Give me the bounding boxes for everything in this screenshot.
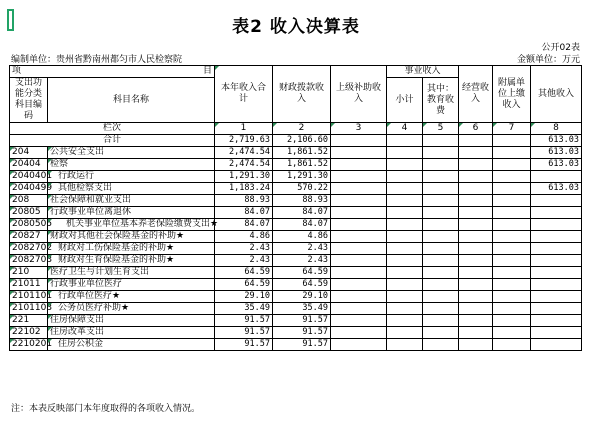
total-operating[interactable] (459, 135, 493, 147)
row-total[interactable]: 91.57 (215, 339, 273, 351)
row-name[interactable]: 行政事业单位离退休 (48, 207, 215, 219)
row-subtotal[interactable] (387, 315, 423, 327)
row-affiliated[interactable] (493, 243, 531, 255)
row-superior[interactable] (331, 231, 387, 243)
row-superior[interactable] (331, 207, 387, 219)
row-other[interactable] (531, 291, 582, 303)
row-fiscal[interactable]: 2.43 (273, 255, 331, 267)
row-superior[interactable] (331, 171, 387, 183)
row-fiscal[interactable]: 91.57 (273, 315, 331, 327)
row-edu[interactable] (423, 339, 459, 351)
table-row (10, 207, 582, 219)
row-superior[interactable] (331, 255, 387, 267)
row-operating[interactable] (459, 303, 493, 315)
table-row (10, 303, 582, 315)
index-num[interactable]: 2 (273, 123, 331, 135)
row-subtotal[interactable] (387, 327, 423, 339)
row-operating[interactable] (459, 243, 493, 255)
row-code[interactable]: 20805 (10, 207, 48, 219)
row-subtotal[interactable] (387, 243, 423, 255)
row-total[interactable]: 2.43 (215, 255, 273, 267)
row-subtotal[interactable] (387, 255, 423, 267)
row-edu[interactable] (423, 291, 459, 303)
row-operating[interactable] (459, 315, 493, 327)
row-name[interactable]: 财政对生育保险基金的补助★ (48, 255, 215, 267)
row-total[interactable]: 91.57 (215, 327, 273, 339)
row-subtotal[interactable] (387, 159, 423, 171)
row-affiliated[interactable] (493, 303, 531, 315)
row-total[interactable]: 2,474.54 (215, 159, 273, 171)
row-superior[interactable] (331, 279, 387, 291)
row-other[interactable] (531, 243, 582, 255)
row-operating[interactable] (459, 171, 493, 183)
row-subtotal[interactable] (387, 339, 423, 351)
row-superior[interactable] (331, 267, 387, 279)
row-affiliated[interactable] (493, 207, 531, 219)
row-superior[interactable] (331, 291, 387, 303)
row-edu[interactable] (423, 159, 459, 171)
total-row (10, 135, 582, 147)
row-name[interactable]: 检察 (48, 159, 215, 171)
row-affiliated[interactable] (493, 147, 531, 159)
row-superior[interactable] (331, 243, 387, 255)
row-edu[interactable] (423, 279, 459, 291)
unit-line (11, 52, 580, 64)
row-name[interactable]: 机关事业单位基本养老保险缴费支出★ (48, 219, 215, 231)
row-edu[interactable] (423, 195, 459, 207)
total-label[interactable]: 合计 (10, 135, 215, 147)
row-operating[interactable] (459, 255, 493, 267)
row-other[interactable] (531, 267, 582, 279)
currency-unit: 金额单位：万元 (516, 55, 580, 65)
total-total[interactable]: 2,719.63 (215, 135, 273, 147)
header-operating[interactable]: 经营收入 (459, 66, 493, 123)
row-operating[interactable] (459, 267, 493, 279)
table-row (10, 291, 582, 303)
index-label[interactable]: 栏次 (10, 123, 215, 135)
row-operating[interactable] (459, 327, 493, 339)
header-superior[interactable]: 上级补助收入 (331, 66, 387, 123)
row-other[interactable] (531, 231, 582, 243)
row-total[interactable]: 2.43 (215, 243, 273, 255)
row-total[interactable]: 2,474.54 (215, 147, 273, 159)
row-fiscal[interactable]: 91.57 (273, 327, 331, 339)
row-superior[interactable] (331, 339, 387, 351)
table-row (10, 243, 582, 255)
row-edu[interactable] (423, 183, 459, 195)
row-subtotal[interactable] (387, 183, 423, 195)
compiling-unit: 编制单位：贵州省黔南州都匀市人民检察院 (11, 55, 183, 65)
header-name[interactable]: 科目名称 (48, 78, 215, 123)
row-name[interactable]: 社会保障和就业支出 (48, 195, 215, 207)
header-item: 项 (12, 66, 22, 76)
row-code[interactable]: 2082702 (10, 243, 48, 255)
row-affiliated[interactable] (493, 195, 531, 207)
row-superior[interactable] (331, 219, 387, 231)
row-fiscal[interactable]: 4.86 (273, 231, 331, 243)
row-fiscal[interactable]: 570.22 (273, 183, 331, 195)
row-subtotal[interactable] (387, 195, 423, 207)
row-operating[interactable] (459, 195, 493, 207)
table-row (10, 171, 582, 183)
index-num[interactable]: 1 (215, 123, 273, 135)
row-name[interactable]: 行政事业单位医疗 (48, 279, 215, 291)
row-name[interactable]: 其他检察支出 (48, 183, 215, 195)
row-superior[interactable] (331, 315, 387, 327)
form-code: 公开02表 (541, 43, 580, 53)
row-other[interactable] (531, 327, 582, 339)
row-total[interactable]: 29.10 (215, 291, 273, 303)
row-fiscal[interactable]: 29.10 (273, 291, 331, 303)
row-fiscal[interactable]: 91.57 (273, 339, 331, 351)
row-name[interactable]: 公务员医疗补助★ (48, 303, 215, 315)
row-total[interactable]: 35.49 (215, 303, 273, 315)
row-edu[interactable] (423, 327, 459, 339)
table-note: 注：本表反映部门本年度取得的各项收入情况。 (11, 404, 201, 414)
row-affiliated[interactable] (493, 255, 531, 267)
row-subtotal[interactable] (387, 147, 423, 159)
row-edu[interactable] (423, 255, 459, 267)
row-subtotal[interactable] (387, 207, 423, 219)
row-fiscal[interactable]: 1,861.52 (273, 159, 331, 171)
row-code[interactable]: 2080505 (10, 219, 48, 231)
row-code[interactable]: 210 (10, 267, 48, 279)
row-name[interactable]: 财政对工伤保险基金的补助★ (48, 243, 215, 255)
row-affiliated[interactable] (493, 291, 531, 303)
row-edu[interactable] (423, 267, 459, 279)
row-code[interactable]: 2040499 (10, 183, 48, 195)
row-code[interactable]: 22102 (10, 327, 48, 339)
row-code[interactable]: 208 (10, 195, 48, 207)
row-fiscal[interactable]: 84.07 (273, 219, 331, 231)
row-edu[interactable] (423, 303, 459, 315)
row-operating[interactable] (459, 147, 493, 159)
row-total[interactable]: 88.93 (215, 195, 273, 207)
row-affiliated[interactable] (493, 315, 531, 327)
row-code[interactable]: 20404 (10, 159, 48, 171)
row-fiscal[interactable]: 64.59 (273, 279, 331, 291)
header-fiscal[interactable]: 财政拨款收入 (273, 66, 331, 123)
row-other[interactable] (531, 171, 582, 183)
row-affiliated[interactable] (493, 267, 531, 279)
row-name[interactable]: 公共安全支出 (48, 147, 215, 159)
row-edu[interactable] (423, 207, 459, 219)
index-row (10, 123, 582, 135)
row-edu[interactable] (423, 315, 459, 327)
row-fiscal[interactable]: 64.59 (273, 267, 331, 279)
row-other[interactable]: 613.03 (531, 183, 582, 195)
row-superior[interactable] (331, 327, 387, 339)
row-operating[interactable] (459, 279, 493, 291)
row-other[interactable] (531, 303, 582, 315)
row-code[interactable]: 2082703 (10, 255, 48, 267)
table-row (10, 327, 582, 339)
row-code[interactable]: 20827 (10, 231, 48, 243)
row-edu[interactable] (423, 243, 459, 255)
row-edu[interactable] (423, 147, 459, 159)
total-subtotal[interactable] (387, 135, 423, 147)
row-operating[interactable] (459, 183, 493, 195)
row-name[interactable]: 行政运行 (48, 171, 215, 183)
table-row (10, 255, 582, 267)
table-row (10, 279, 582, 291)
row-subtotal[interactable] (387, 219, 423, 231)
row-operating[interactable] (459, 231, 493, 243)
row-affiliated[interactable] (493, 171, 531, 183)
row-subtotal[interactable] (387, 303, 423, 315)
row-affiliated[interactable] (493, 279, 531, 291)
row-total[interactable]: 84.07 (215, 207, 273, 219)
row-total[interactable]: 1,291.30 (215, 171, 273, 183)
row-other[interactable]: 613.03 (531, 147, 582, 159)
row-subtotal[interactable] (387, 291, 423, 303)
table-row (10, 195, 582, 207)
row-total[interactable]: 4.86 (215, 231, 273, 243)
index-num[interactable]: 5 (423, 123, 459, 135)
row-total[interactable]: 84.07 (215, 219, 273, 231)
row-operating[interactable] (459, 339, 493, 351)
row-affiliated[interactable] (493, 219, 531, 231)
row-edu[interactable] (423, 171, 459, 183)
row-operating[interactable] (459, 207, 493, 219)
table-row (10, 183, 582, 195)
index-num[interactable]: 7 (493, 123, 531, 135)
table-row (10, 267, 582, 279)
index-num[interactable]: 8 (531, 123, 582, 135)
header-other[interactable]: 其他收入 (531, 66, 582, 123)
row-code[interactable]: 2210201 (10, 339, 48, 351)
header-row-1 (10, 66, 582, 78)
row-code[interactable]: 2101101 (10, 291, 48, 303)
row-subtotal[interactable] (387, 171, 423, 183)
total-fiscal[interactable]: 2,106.60 (273, 135, 331, 147)
row-code[interactable]: 21011 (10, 279, 48, 291)
table-row (10, 315, 582, 327)
table-row (10, 159, 582, 171)
row-name[interactable]: 财政对其他社会保险基金的补助★ (48, 231, 215, 243)
total-other[interactable]: 613.03 (531, 135, 582, 147)
header-item-right: 目 (202, 66, 212, 76)
row-other[interactable] (531, 315, 582, 327)
row-subtotal[interactable] (387, 279, 423, 291)
row-name[interactable]: 医疗卫生与计划生育支出 (48, 267, 215, 279)
row-code[interactable]: 221 (10, 315, 48, 327)
row-operating[interactable] (459, 159, 493, 171)
index-num[interactable]: 3 (331, 123, 387, 135)
row-edu[interactable] (423, 231, 459, 243)
header-item-cell[interactable] (10, 66, 215, 78)
row-affiliated[interactable] (493, 183, 531, 195)
row-superior[interactable] (331, 303, 387, 315)
row-fiscal[interactable]: 2.43 (273, 243, 331, 255)
total-superior[interactable] (331, 135, 387, 147)
row-code[interactable]: 2040401 (10, 171, 48, 183)
row-fiscal[interactable]: 84.07 (273, 207, 331, 219)
row-name[interactable]: 住房改革支出 (48, 327, 215, 339)
row-superior[interactable] (331, 195, 387, 207)
row-fiscal[interactable]: 88.93 (273, 195, 331, 207)
page-title: 表2 收入决算表 (232, 17, 360, 37)
row-edu[interactable] (423, 219, 459, 231)
row-other[interactable] (531, 255, 582, 267)
row-superior[interactable] (331, 159, 387, 171)
income-table (9, 65, 582, 351)
row-other[interactable] (531, 207, 582, 219)
total-edu[interactable] (423, 135, 459, 147)
header-subtotal[interactable]: 小计 (387, 78, 423, 123)
total-affiliated[interactable] (493, 135, 531, 147)
table-row (10, 231, 582, 243)
row-fiscal[interactable]: 1,861.52 (273, 147, 331, 159)
row-operating[interactable] (459, 219, 493, 231)
row-superior[interactable] (331, 183, 387, 195)
row-other[interactable]: 613.03 (531, 159, 582, 171)
row-subtotal[interactable] (387, 231, 423, 243)
index-num[interactable]: 6 (459, 123, 493, 135)
row-affiliated[interactable] (493, 339, 531, 351)
row-superior[interactable] (331, 147, 387, 159)
table-row (10, 147, 582, 159)
row-affiliated[interactable] (493, 327, 531, 339)
header-edu-fee[interactable]: 其中：教育收费 (423, 78, 459, 123)
header-code[interactable]: 支出功能分类科目编码 (10, 78, 48, 123)
index-num[interactable]: 4 (387, 123, 423, 135)
row-code[interactable]: 204 (10, 147, 48, 159)
row-affiliated[interactable] (493, 159, 531, 171)
row-fiscal[interactable]: 35.49 (273, 303, 331, 315)
row-fiscal[interactable]: 1,291.30 (273, 171, 331, 183)
row-total[interactable]: 64.59 (215, 279, 273, 291)
row-affiliated[interactable] (493, 231, 531, 243)
row-code[interactable]: 2101103 (10, 303, 48, 315)
row-total[interactable]: 1,183.24 (215, 183, 273, 195)
row-operating[interactable] (459, 291, 493, 303)
row-other[interactable] (531, 219, 582, 231)
row-other[interactable] (531, 339, 582, 351)
table-row (10, 339, 582, 351)
header-business[interactable]: 事业收入 (387, 66, 459, 78)
row-other[interactable] (531, 279, 582, 291)
row-name[interactable]: 住房公积金 (48, 339, 215, 351)
header-affiliated[interactable]: 附属单位上缴收入 (493, 66, 531, 123)
table-row (10, 219, 582, 231)
row-total[interactable]: 91.57 (215, 315, 273, 327)
header-total[interactable]: 本年收入合计 (215, 66, 273, 123)
row-subtotal[interactable] (387, 267, 423, 279)
row-total[interactable]: 64.59 (215, 267, 273, 279)
row-other[interactable] (531, 195, 582, 207)
row-name[interactable]: 行政单位医疗★ (48, 291, 215, 303)
row-name[interactable]: 住房保障支出 (48, 315, 215, 327)
